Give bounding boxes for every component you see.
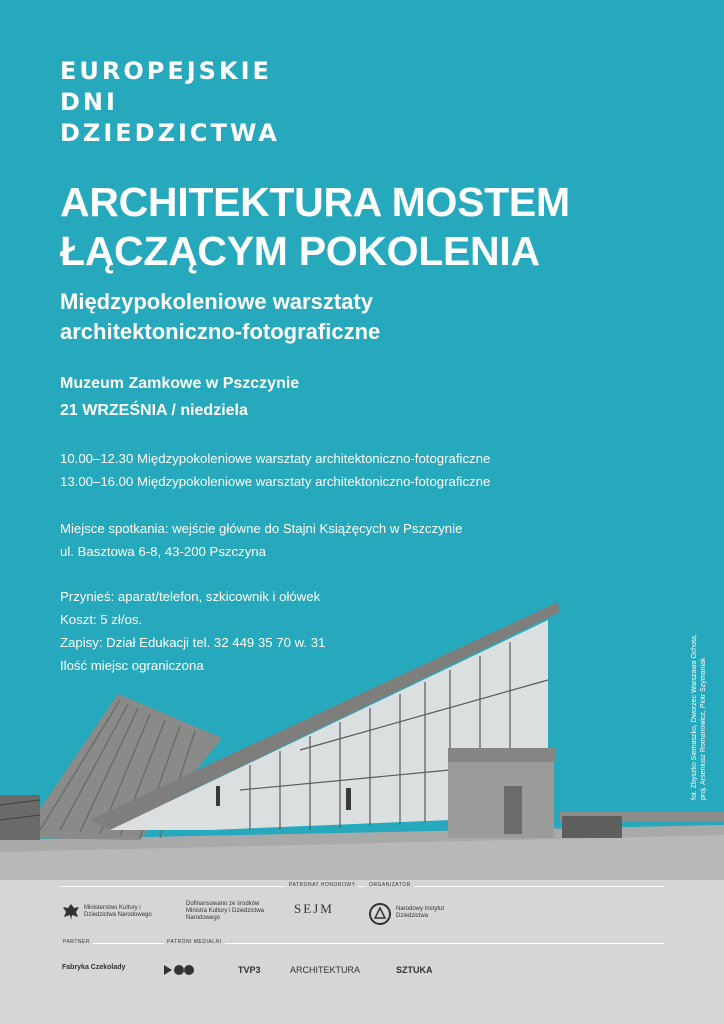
architektura-logo: ARCHITEKTURA [290,965,361,975]
cost: Koszt: 5 zł/os. [60,612,143,627]
venue-block [60,370,299,424]
footer [0,880,724,1024]
photo-credit [690,634,708,800]
partner-logo: Fabryka Czekolady [62,964,126,971]
registration: Zapisy: Dział Edukacji tel. 32 449 35 70 w. 31 [60,635,326,650]
building-photo [0,590,724,880]
event-date: 21 WRZEŚNIA / niedziela [60,402,248,419]
meeting-block [60,517,462,563]
ministry-name: Ministerstwo Kultury i Dziedzictwa Narodowego [84,905,152,918]
credit-line: proj. Arseniusz Romanowicz, Piotr Szymaniak [700,657,707,800]
main-title [60,178,570,276]
partner-label: PARTNER [60,939,93,945]
meeting-address: ul. Basztowa 6-8, 43-200 Pszczyna [60,544,266,559]
cofinance-note: Dofinansowano ze środków Ministra Kultury i Dziedzictwa Narodowego [186,901,265,921]
patronat-label: PATRONAT HONOROWY [286,882,358,888]
media-label: PATRONI MEDIALNI [164,939,225,945]
subtitle-line: Międzypokoleniowe warsztaty [60,289,373,314]
logo-line: DNI [60,88,118,116]
tvp3-logo: TVP3 [238,965,261,975]
title-line: ŁĄCZĄCYM POKOLENIA [60,228,540,274]
divider [60,943,664,944]
logo-line: EUROPEJSKIE [60,57,272,85]
meeting-place: Miejsce spotkania: wejście główne do Stajni Książęcych w Pszczynie [60,521,463,536]
bring-items: Przynieś: aparat/telefon, szkicownik i ołówek [60,589,321,604]
sztuka-logo: SZTUKA [396,965,433,975]
subtitle-line: architektoniczno-fotograficzne [60,319,381,344]
limited-places: Ilość miejsc ograniczona [60,658,204,673]
person-silhouette [346,788,351,810]
subtitle [60,287,380,347]
title-line: ARCHITEKTURA MOSTEM [60,179,570,225]
organizator-label: ORGANIZATOR [366,882,414,888]
divider [60,886,664,887]
sejm-logo: SEJM [294,901,334,916]
schedule-item: 13.00–16.00 Międzypokoleniowe warsztaty architektoniczno-fotograficzne [60,474,491,489]
institute-name: Narodowy Instytut Dziedzictwa [396,906,445,919]
eagle-icon [62,902,80,922]
credit-line: fot. Zbyszko Siemaszko, Dworzec Warszawa Ochota, [691,634,698,800]
festival-logo [60,56,280,149]
logo-line: DZIEDZICTWA [60,119,280,147]
schedule-block [60,447,490,493]
media-dots-logo-icon [164,964,194,976]
schedule-item: 10.00–12.30 Międzypokoleniowe warsztaty architektoniczno-fotograficzne [60,451,491,466]
institute-logo-icon [368,902,392,926]
door [504,786,522,834]
venue-place: Muzeum Zamkowe w Pszczynie [60,375,300,392]
